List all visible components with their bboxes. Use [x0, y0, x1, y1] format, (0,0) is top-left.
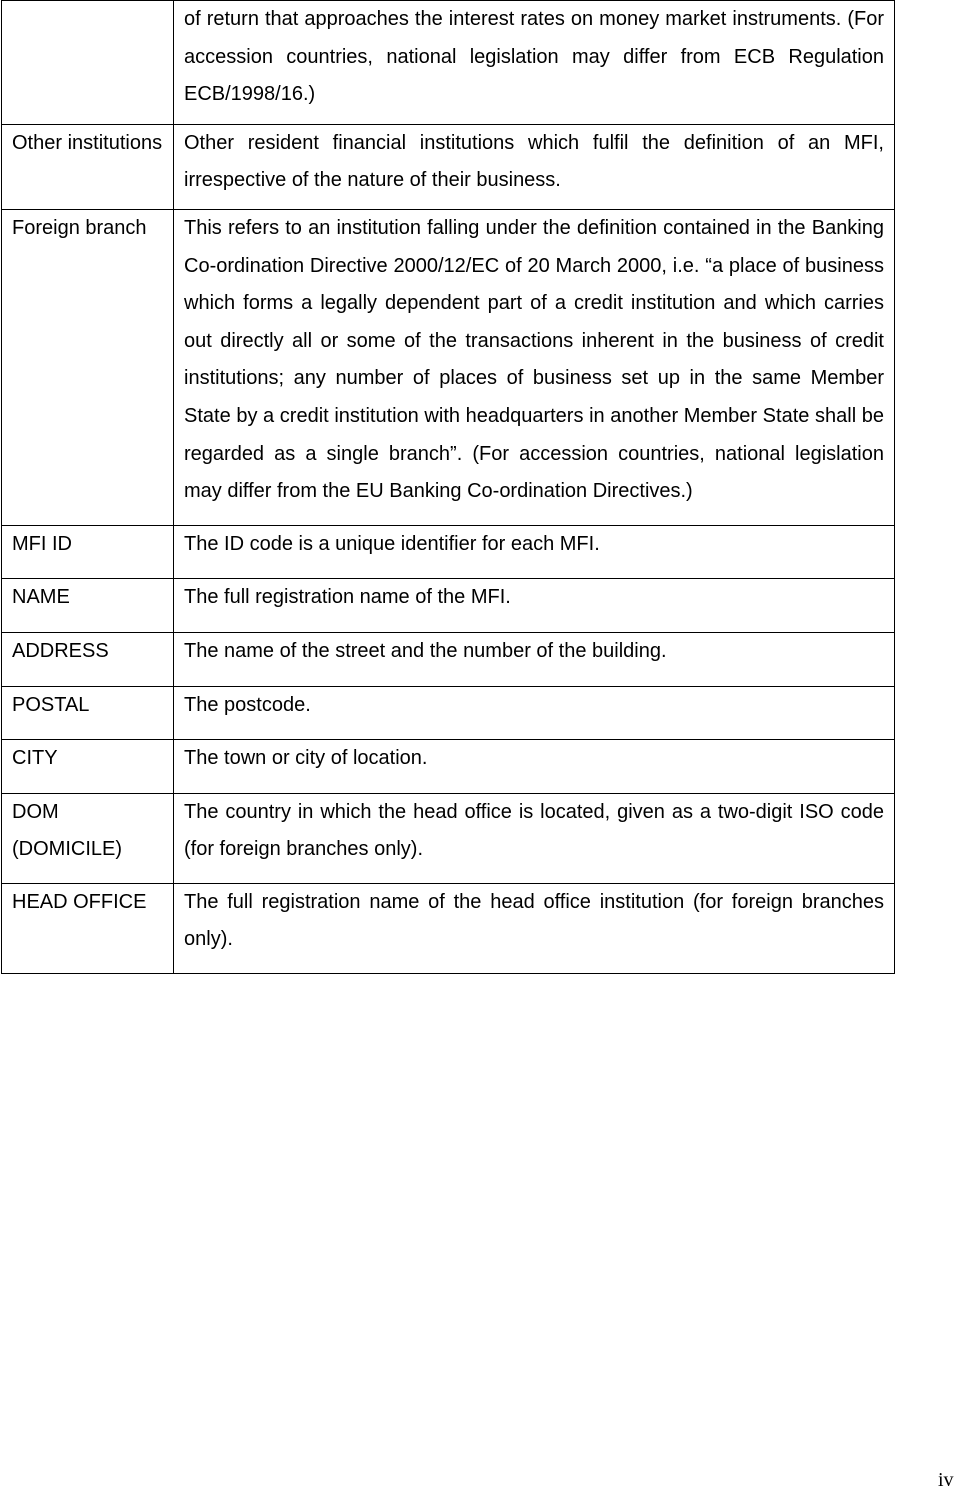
term-label: CITY [12, 747, 58, 770]
term-cell [2, 632, 174, 686]
description-cell [174, 124, 895, 209]
table-row [2, 632, 895, 686]
description-cell [174, 525, 895, 579]
term-cell [2, 793, 174, 883]
page-number: iv [938, 1469, 954, 1491]
description-text: The full registration name of the MFI. [184, 586, 511, 609]
term-label: MFI ID [12, 532, 72, 555]
term-label: DOM (DOMICILE) [12, 800, 122, 861]
description-text: of return that approaches the interest rates on money market instruments. (For accession countries, national legislation may differ from ECB Regulation ECB/1998/16.) [184, 8, 884, 106]
term-cell [2, 579, 174, 633]
table-row [2, 686, 895, 740]
term-label: Other institutions [12, 131, 163, 154]
table-row [2, 883, 895, 973]
term-cell [2, 209, 174, 525]
description-cell [174, 209, 895, 525]
description-text: This refers to an institution falling under the definition contained in the Banking Co-ordination Directive 2000/12/EC of 20 March 2000, i.e. “a place of business which forms a legally dependent part of a credit institution and which carries out directly all or some of the transactions inherent in the business of credit institutions; any number of places of business set up in the same Member State by a credit institution with headquarters in another Member State shall be regarded as a single branch”. (For accession countries, national legislation may differ from the EU Banking Co-ordination Directives.) [184, 216, 884, 503]
term-cell [2, 124, 174, 209]
table-row [2, 793, 895, 883]
term-label: ADDRESS [12, 639, 109, 662]
table-row [2, 740, 895, 794]
term-cell [2, 883, 174, 973]
term-cell [2, 686, 174, 740]
term-label: HEAD OFFICE [12, 890, 147, 913]
description-text: The full registration name of the head office institution (for foreign branches only). [184, 890, 884, 951]
table-row [2, 1, 895, 125]
description-text: The town or city of location. [184, 747, 428, 770]
description-text: The ID code is a unique identifier for each MFI. [184, 532, 600, 555]
description-cell [174, 793, 895, 883]
term-cell [2, 740, 174, 794]
description-cell [174, 883, 895, 973]
description-cell [174, 632, 895, 686]
description-cell [174, 1, 895, 125]
description-text: The country in which the head office is located, given as a two-digit ISO code (for foreign branches only). [184, 800, 884, 861]
term-cell [2, 525, 174, 579]
table-row [2, 525, 895, 579]
table-row [2, 579, 895, 633]
term-label: POSTAL [12, 693, 90, 716]
term-cell [2, 1, 174, 125]
description-text: The postcode. [184, 693, 311, 716]
description-text: Other resident financial institutions which fulfil the definition of an MFI, irrespective of the nature of their business. [184, 131, 884, 192]
description-cell [174, 740, 895, 794]
term-label: Foreign branch [12, 216, 147, 239]
table-row [2, 124, 895, 209]
description-cell [174, 579, 895, 633]
description-text: The name of the street and the number of the building. [184, 639, 667, 662]
table-row [2, 209, 895, 525]
definitions-table [1, 0, 895, 974]
term-label: NAME [12, 586, 70, 609]
description-cell [174, 686, 895, 740]
